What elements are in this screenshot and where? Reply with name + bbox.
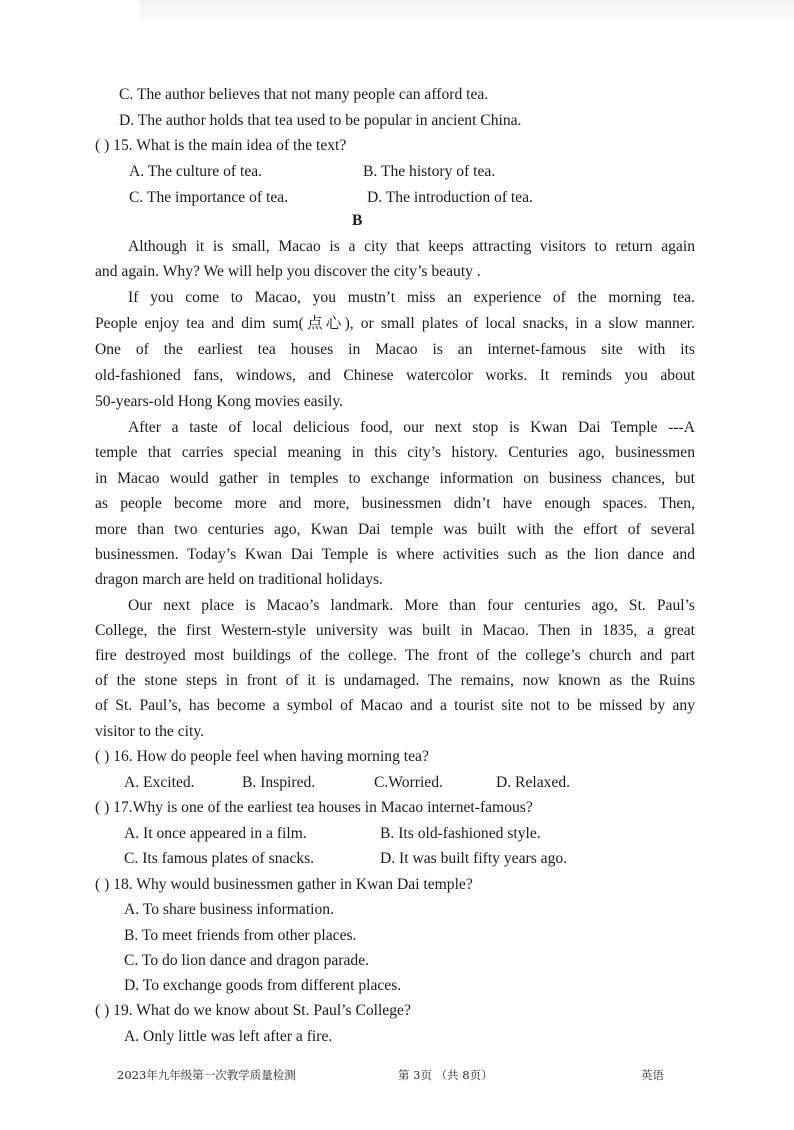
q18-option-b: B. To meet friends from other places. (124, 927, 357, 944)
passage-p1-line-2: and again. Why? We will help you discover the city’s beauty . (95, 263, 481, 280)
passage-p3-line-5: more than two centuries ago, Kwan Dai temple was built with the effort of several (95, 521, 695, 538)
q14-option-d: D. The author holds that tea used to be popular in ancient China. (119, 112, 522, 129)
passage-p4-line-2: College, the first Western-style university was built in Macao. Then in 1835, a great (95, 622, 695, 639)
scan-shadow (140, 0, 794, 24)
q16-option-c: C.Worried. (374, 774, 443, 791)
q18-stem: ( ) 18. Why would businessmen gather in Kwan Dai temple? (95, 876, 473, 893)
passage-p3-line-7: dragon march are held on traditional holidays. (95, 571, 383, 588)
passage-p3-line-2: temple that carries special meaning in this city’s history. Centuries ago, businessmen (95, 444, 695, 461)
q15-stem: ( ) 15. What is the main idea of the text? (95, 137, 347, 154)
q19-option-a: A. Only little was left after a fire. (124, 1028, 333, 1045)
passage-p2-line-3: One of the earliest tea houses in Macao is an internet-famous site with its (95, 341, 695, 358)
q14-option-c: C. The author believes that not many people can afford tea. (119, 86, 489, 103)
q17-option-b: B. Its old-fashioned style. (380, 825, 541, 842)
q17-option-d: D. It was built fifty years ago. (380, 850, 568, 867)
footer-page-number: 第 3页 （共 8页） (398, 1068, 493, 1082)
passage-p2-line-4: old-fashioned fans, windows, and Chinese watercolor works. It reminds you about (95, 367, 695, 384)
passage-p4-line-1: Our next place is Macao’s landmark. More than four centuries ago, St. Paul’s (128, 597, 695, 614)
footer-subject: 英语 (641, 1068, 664, 1082)
q15-option-a: A. The culture of tea. (129, 163, 263, 180)
q16-option-d: D. Relaxed. (496, 774, 571, 791)
q17-stem: ( ) 17.Why is one of the earliest tea houses in Macao internet-famous? (95, 799, 533, 816)
q15-option-b: B. The history of tea. (363, 163, 496, 180)
section-heading-b: B (352, 212, 363, 229)
q16-stem: ( ) 16. How do people feel when having morning tea? (95, 748, 429, 765)
q18-option-c: C. To do lion dance and dragon parade. (124, 952, 370, 969)
q17-option-c: C. Its famous plates of snacks. (124, 850, 315, 867)
q17-option-a: A. It once appeared in a film. (124, 825, 307, 842)
q16-option-a: A. Excited. (124, 774, 195, 791)
passage-p3-line-6: businessmen. Today’s Kwan Dai Temple is where activities such as the lion dance and (95, 546, 695, 563)
q18-option-a: A. To share business information. (124, 901, 334, 918)
passage-p3-line-4: as people become more and more, businessmen didn’t have enough spaces. Then, (95, 495, 695, 512)
passage-p4-line-6: visitor to the city. (95, 723, 204, 740)
passage-p4-line-5: of St. Paul’s, has become a symbol of Macao and a tourist site not to be missed by any (95, 697, 695, 714)
q18-option-d: D. To exchange goods from different places. (124, 977, 402, 994)
q19-stem: ( ) 19. What do we know about St. Paul’s College? (95, 1002, 411, 1019)
passage-p4-line-4: of the stone steps in front of it is undamaged. The remains, now known as the Ruins (95, 672, 695, 689)
passage-p2-line-5: 50-years-old Hong Kong movies easily. (95, 393, 344, 410)
q16-option-b: B. Inspired. (242, 774, 316, 791)
passage-p2-line-1: If you come to Macao, you mustn’t miss an experience of the morning tea. (128, 289, 695, 306)
q15-option-d: D. The introduction of tea. (367, 189, 534, 206)
passage-p1-line-1: Although it is small, Macao is a city that keeps attracting visitors to return again (128, 238, 695, 255)
q15-option-c: C. The importance of tea. (129, 189, 289, 206)
passage-p3-line-3: in Macao would gather in temples to exchange information on business chances, but (95, 470, 695, 487)
passage-p2-line-2: People enjoy tea and dim sum(点心), or small plates of local snacks, in a slow manner. (95, 315, 695, 332)
passage-p3-line-1: After a taste of local delicious food, our next stop is Kwan Dai Temple ---A (128, 419, 695, 436)
footer-exam-title: 2023年九年级第一次教学质量检测 (117, 1068, 296, 1082)
passage-p4-line-3: fire destroyed most buildings of the college. The front of the college’s church and part (95, 647, 695, 664)
